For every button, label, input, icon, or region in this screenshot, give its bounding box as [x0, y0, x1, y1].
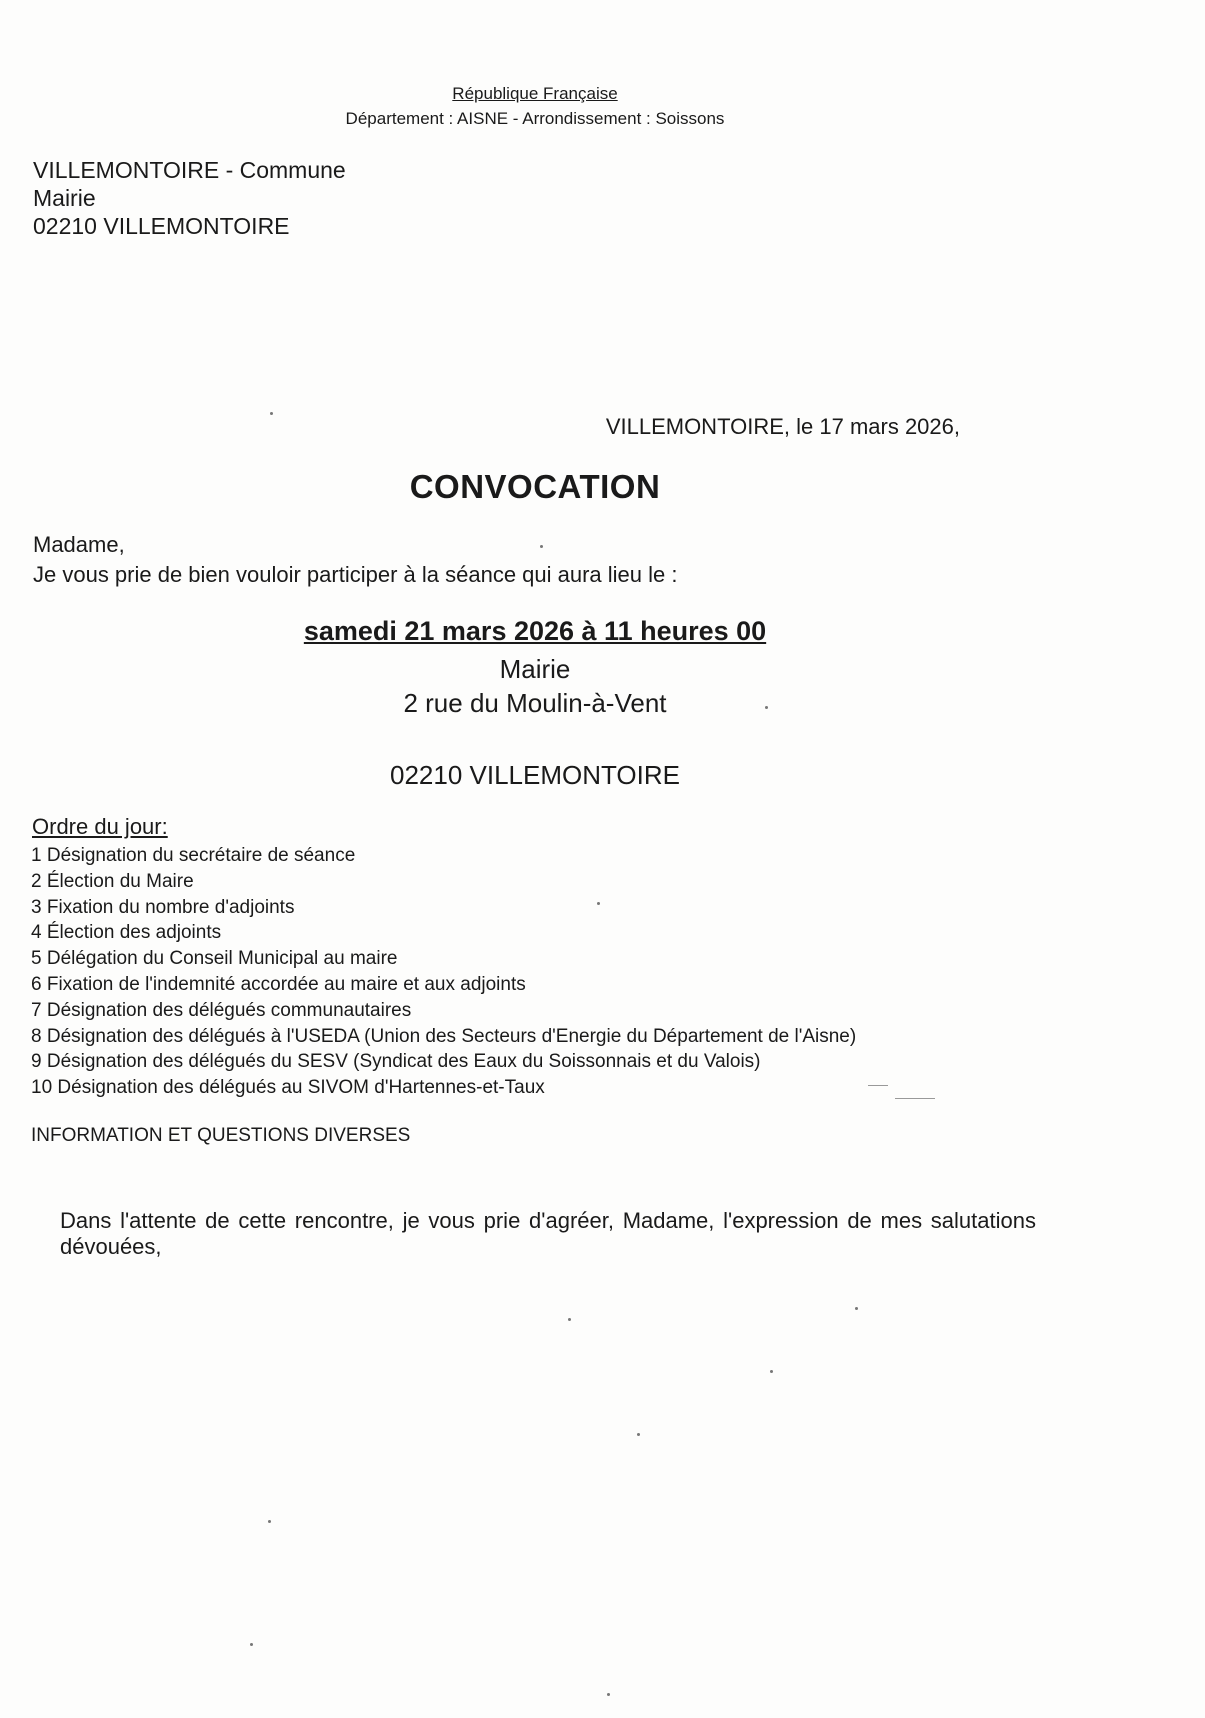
scan-speck [568, 1318, 571, 1321]
closing-paragraph: Dans l'attente de cette rencontre, je vous prie d'agréer, Madame, l'expression de mes salutations dévouées, [60, 1208, 1036, 1259]
agenda-title: Ordre du jour: [32, 814, 168, 839]
header-department: Département : AISNE - Arrondissement : Soissons [345, 109, 725, 128]
meeting-street: 2 rue du Moulin-à-Vent [403, 688, 667, 718]
sender-line-2: Mairie [33, 185, 96, 211]
scan-speck [270, 412, 273, 415]
scan-mark [868, 1085, 888, 1086]
agenda-item: 2 Élection du Maire [31, 870, 194, 892]
scan-mark [895, 1098, 935, 1099]
misc-section: INFORMATION ET QUESTIONS DIVERSES [31, 1125, 411, 1146]
meeting-place: Mairie [499, 654, 571, 684]
agenda-item: 7 Désignation des délégués communautaires [31, 999, 412, 1021]
agenda-item: 4 Élection des adjoints [31, 922, 222, 944]
agenda-item: 8 Désignation des délégués à l'USEDA (Union des Secteurs d'Energie du Département de l'Aisne) [31, 1025, 857, 1047]
agenda-list [31, 843, 856, 1101]
invitation-text: Je vous prie de bien vouloir participer à la séance qui aura lieu le : [33, 562, 678, 587]
scan-speck [250, 1643, 253, 1646]
agenda-item: 3 Fixation du nombre d'adjoints [31, 896, 295, 918]
scan-speck [607, 1693, 610, 1696]
scan-speck [597, 902, 600, 905]
agenda-item: 10 Désignation des délégués au SIVOM d'Hartennes-et-Taux [31, 1077, 545, 1099]
sender-line-3: 02210 VILLEMONTOIRE [33, 213, 290, 239]
meeting-date-time: samedi 21 mars 2026 à 11 heures 00 [303, 616, 767, 646]
agenda-item: 1 Désignation du secrétaire de séance [31, 845, 356, 866]
sender-line-1: VILLEMONTOIRE - Commune [33, 157, 346, 183]
scan-speck [540, 545, 543, 548]
agenda-item: 5 Délégation du Conseil Municipal au maire [31, 948, 398, 970]
date-line: VILLEMONTOIRE, le 17 mars 2026, [605, 414, 960, 439]
scan-speck [770, 1370, 773, 1373]
agenda-item: 9 Désignation des délégués du SESV (Syndicat des Eaux du Soissonnais et du Valois) [31, 1051, 761, 1073]
scan-speck [765, 706, 768, 709]
header-republic: République Française [452, 84, 618, 103]
scan-speck [268, 1520, 271, 1523]
scan-speck [855, 1307, 858, 1310]
agenda-item: 6 Fixation de l'indemnité accordée au maire et aux adjoints [31, 973, 526, 995]
document-title: CONVOCATION [409, 468, 661, 505]
salutation: Madame, [33, 532, 125, 557]
scan-speck [637, 1433, 640, 1436]
meeting-city: 02210 VILLEMONTOIRE [390, 760, 680, 790]
